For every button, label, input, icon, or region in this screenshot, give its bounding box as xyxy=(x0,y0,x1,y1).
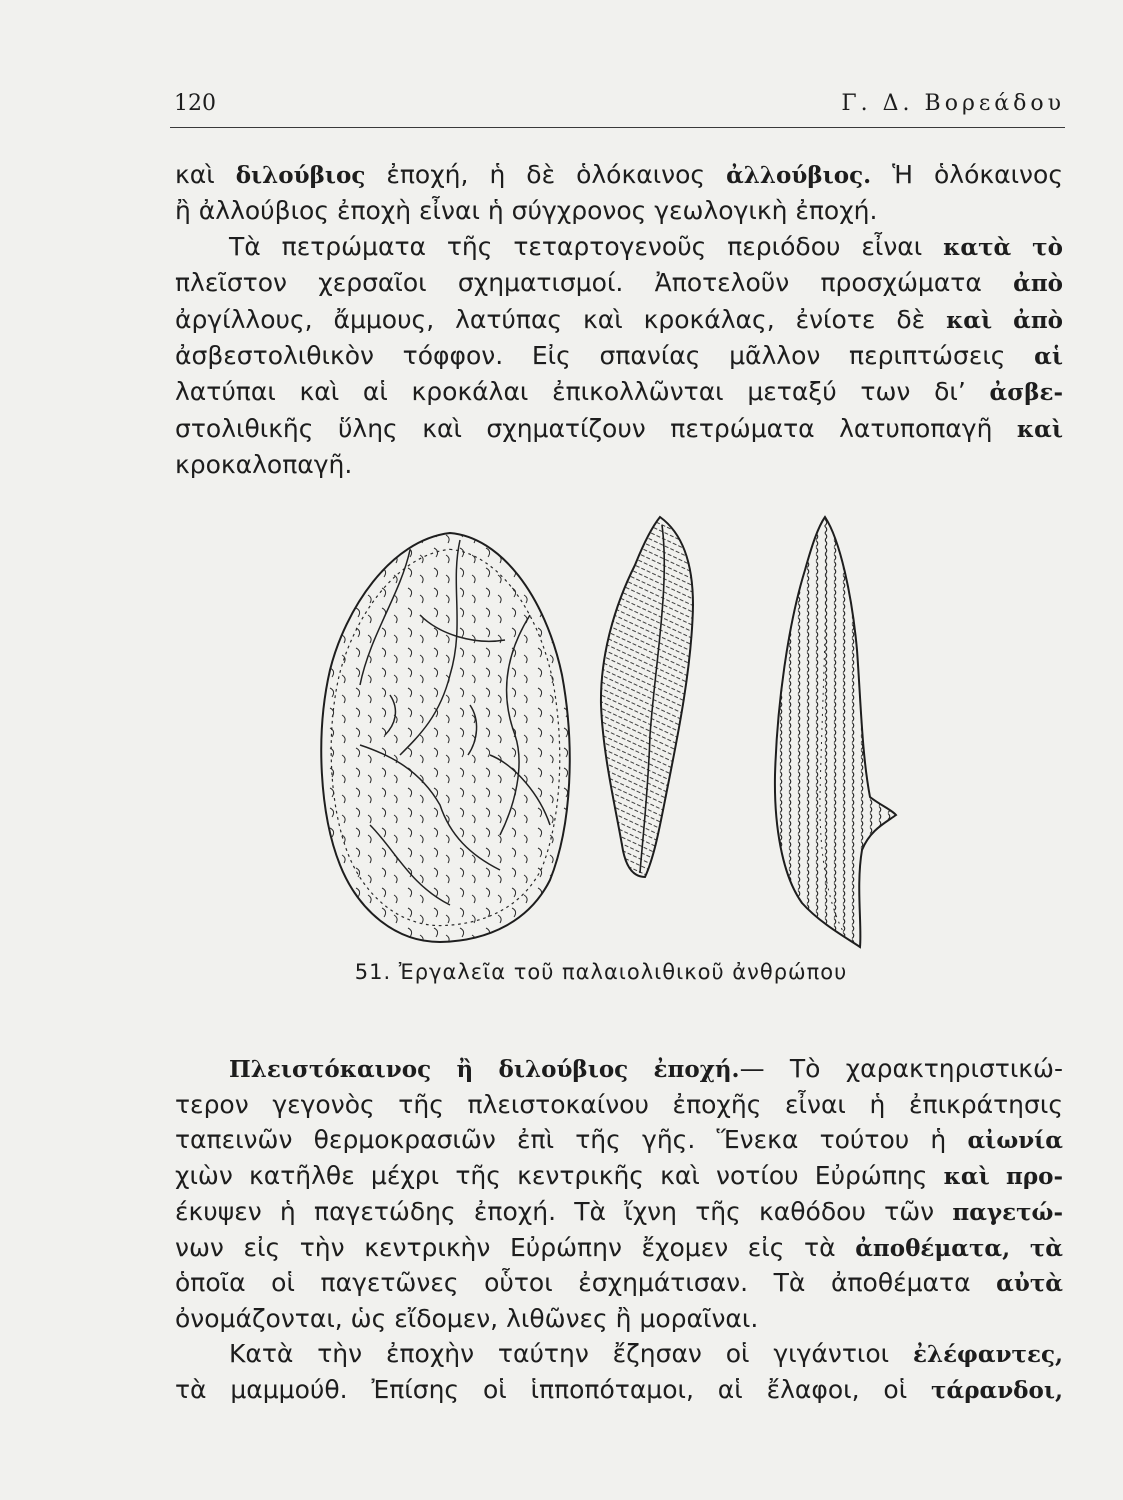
text-segment: ταπεινῶν θερμοκρασιῶν ἐπὶ τῆς γῆς. Ἕνεκα τούτου ἡ xyxy=(175,1124,968,1154)
bold-term: ἀποθέματα, τὰ xyxy=(855,1234,1063,1262)
bold-term: ἐλέφαντες, xyxy=(912,1341,1063,1369)
text-line xyxy=(175,1088,1063,1123)
text-line xyxy=(175,374,1063,410)
bold-term: αἰωνία xyxy=(967,1126,1063,1154)
text-line xyxy=(175,1373,1063,1409)
bold-term: κατὰ τὸ xyxy=(943,233,1064,261)
section-heading: Πλειστόκαινος ἢ διλούβιος ἐποχή. xyxy=(229,1056,740,1083)
text-segment: νων εἰς τὴν κεντρικὴν Εὐρώπην ἔχομεν εἰς τὰ xyxy=(175,1232,856,1262)
text-segment: ἢ ἀλλούβιος ἐποχὴ εἶναι ἡ σύγχρονος γεωλογικὴ ἐποχή. xyxy=(175,196,878,226)
text-segment: καὶ xyxy=(175,160,236,189)
text-line xyxy=(175,338,1063,374)
text-segment: ἀσβεστολιθικὸν τόφφον. Εἰς σπανίας μᾶλλον περιπτώσεις xyxy=(175,341,1035,371)
text-segment: χιὼν κατῆλθε μέχρι τῆς κεντρικῆς καὶ νοτίου Εὐρώπης xyxy=(175,1160,944,1190)
text-segment: ὁποῖα οἱ παγετῶνες οὗτοι ἐσχημάτισαν. Τὰ ἀποθέματα xyxy=(175,1268,997,1298)
text-segment: — Τὸ χαρακτηριστικώ- xyxy=(739,1054,1063,1083)
bold-term: τάρανδοι, xyxy=(931,1377,1063,1405)
figure-caption: 51. Ἐργαλεῖα τοῦ παλαιολιθικοῦ ἀνθρώπου xyxy=(354,960,848,984)
text-segment: στολιθικῆς ὕλης καὶ σχηματίζουν πετρώματα λατυποπαγῆ xyxy=(175,413,1017,443)
text-line xyxy=(175,1231,1063,1267)
bold-term: αἱ xyxy=(1034,343,1063,371)
bold-term: καὶ ἀπὸ xyxy=(946,306,1063,334)
text-line xyxy=(175,447,1063,482)
text-segment: κροκαλοπαγῆ. xyxy=(175,450,353,480)
header-rule xyxy=(170,127,1065,128)
text-line xyxy=(175,302,1063,338)
bold-term: καὶ προ- xyxy=(943,1162,1063,1190)
text-line xyxy=(175,1302,1063,1337)
text-segment: έκυψεν ἡ παγετώδης ἐποχή. Τὰ ἴχνη τῆς καθόδου τῶν xyxy=(175,1196,953,1226)
bold-term: διλούβιος xyxy=(235,162,366,189)
body-text-bottom xyxy=(175,1052,1063,1409)
text-segment: ὀνομάζονται, ὡς εἴδομεν, λιθῶνες ἢ μοραῖναι. xyxy=(175,1304,759,1334)
text-line xyxy=(175,229,1063,265)
text-segment: Ἡ ὁλόκαινος xyxy=(871,160,1063,189)
text-line xyxy=(175,1123,1063,1159)
text-segment: Τὰ πετρώματα τῆς τεταρτογενοῦς περιόδου εἶναι xyxy=(229,231,944,261)
text-line xyxy=(175,1159,1063,1195)
page-number: 120 xyxy=(174,91,216,116)
text-line xyxy=(175,265,1063,301)
text-segment: τερον γεγονὸς τῆς πλειστοκαίνου ἐποχῆς εἶναι ἡ ἐπικράτησις xyxy=(175,1089,1063,1119)
text-segment: τὰ μαμμούθ. Ἐπίσης οἱ ἱπποπόταμοι, αἱ ἔλαφοι, οἱ xyxy=(175,1375,932,1405)
stone-tools-figure xyxy=(300,505,920,955)
bold-term: αὐτὰ xyxy=(996,1270,1063,1298)
text-line xyxy=(175,1052,1063,1088)
blade-point-drawing xyxy=(601,517,693,877)
bold-term: ἀσβε- xyxy=(989,379,1063,407)
hand-axe-drawing xyxy=(321,533,569,942)
bold-term: καὶ xyxy=(1016,415,1063,443)
text-line xyxy=(175,1195,1063,1231)
text-line xyxy=(175,1266,1063,1302)
text-segment: ἀργίλλους, ἄμμους, λατύπας καὶ κροκάλας, ἐνίοτε δὲ xyxy=(175,304,947,334)
text-segment: πλεῖστον χερσαῖοι σχηματισμοί. Ἀποτελοῦν προσχώματα xyxy=(175,268,1014,298)
text-line xyxy=(175,411,1063,447)
tanged-point-drawing xyxy=(775,517,896,947)
text-line xyxy=(175,1337,1063,1373)
running-title: Γ. Δ. Βορεάδου xyxy=(841,91,1065,116)
text-line xyxy=(175,157,1063,193)
text-segment: λατύπαι καὶ αἱ κροκάλαι ἐπικολλῶνται μεταξύ των δι’ xyxy=(175,377,990,407)
text-segment: ἐποχή, ἡ δὲ ὁλόκαινος xyxy=(365,160,727,189)
text-line xyxy=(175,193,1063,228)
body-text-top xyxy=(175,157,1063,483)
bold-term: ἀπὸ xyxy=(1013,270,1063,298)
text-segment: Κατὰ τὴν ἐποχὴν ταύτην ἔζησαν οἱ γιγάντιοι xyxy=(229,1339,913,1369)
bold-term: ἀλλούβιος. xyxy=(726,162,872,189)
bold-term: παγετώ- xyxy=(952,1198,1063,1226)
